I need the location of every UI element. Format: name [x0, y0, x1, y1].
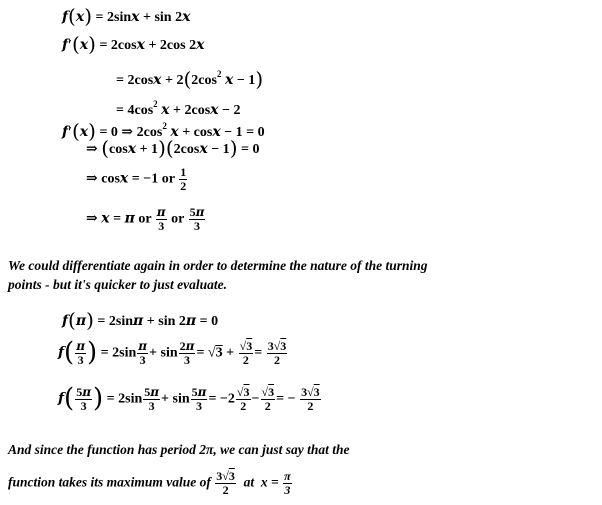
evaluation-line-1: f(π) = 2sinπ + sin 2π = 0 [62, 308, 219, 332]
derivation-line-2: f′(x) = 2cosx + 2cos 2x [62, 32, 205, 56]
evaluation-line-3: f( $\frac{5\pi}{3}$ ) = 2sin $\frac{5\pi}{3}$ + sin $\frac{5\pi}{3}$ = −2 $\frac{√3}{2}$ − $\frac{√3}{2}$ = − $\frac{3√3}{2}$ [58, 383, 320, 414]
derivation-line-3: = $2\cos x + 2(2\cos^2$ x − 1) [116, 67, 264, 91]
conclusion-line: function takes its maximum value of $\frac{3√3}{2}$ at x = $\frac{\pi}{3}$ [8, 469, 291, 497]
evaluation-line-2: f( $\frac{\pi}{3}$ ) = 2sin $\frac{\pi}{3}$ + sin $\frac{2\pi}{3}$ = √3 + $\frac{√3}{2}$ = $\frac{3√3}{2}$ [58, 337, 287, 368]
derivation-line-6: ⇒ (cosx + 1)(2cosx − 1) = 0 [86, 136, 260, 160]
derivation-line-1: f(x) = 2sinx + sin 2x [62, 4, 191, 28]
derivation-line-7: ⇒ cosx = −1 or $\frac{1}{2}$ [86, 165, 187, 193]
derivation-line-8: ⇒ x = π or $\frac{\pi}{3}$ or $\frac{5\pi}{3}$ [86, 205, 205, 233]
prose-paragraph-2: And since the function has period 2π, we can just say that the [8, 442, 350, 457]
prose-paragraph-1: We could differentiate again in order to determine the nature of the turning points - but it's quicker to just evaluate. [8, 258, 428, 292]
derivation-line-4: = $4\cos^2$ x + 2cosx − 2 [116, 99, 241, 118]
derivation-line-5: f′(x) = 0 ⇒ $2\cos^2$ x + cosx − 1 = 0 [62, 119, 265, 143]
